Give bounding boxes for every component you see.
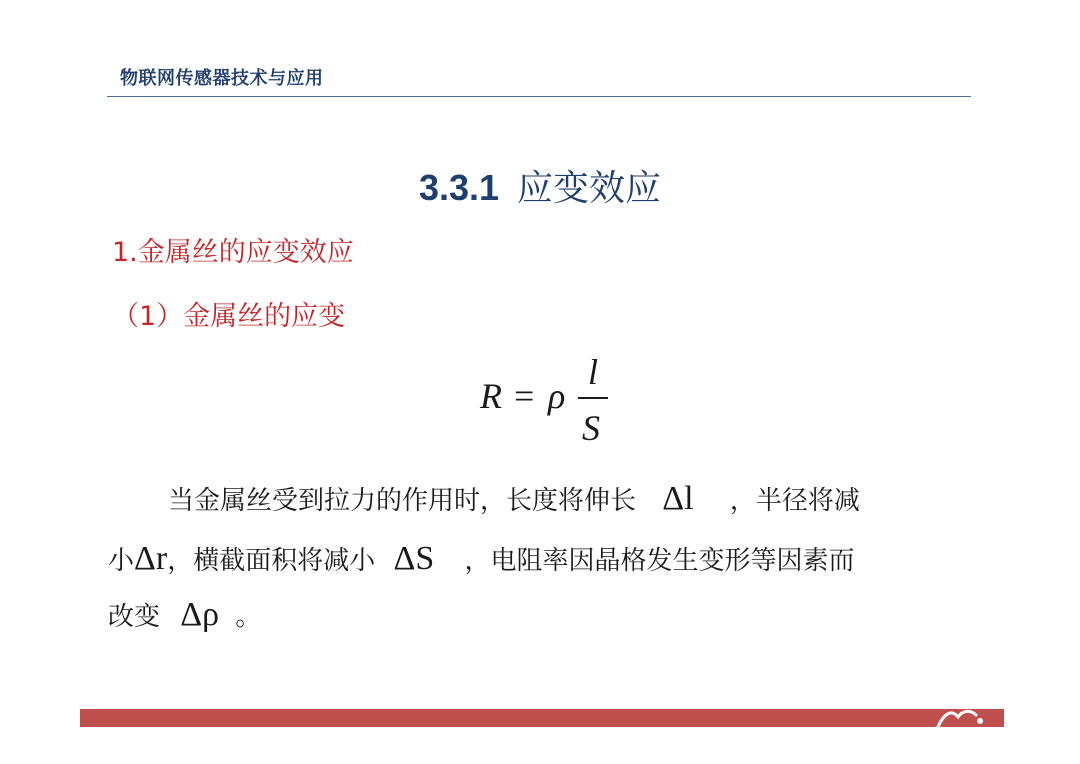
header-divider <box>107 96 971 97</box>
line1-text: 当金属丝受到拉力的作用时，长度将伸长 <box>168 486 637 516</box>
line2-mid: ，横截面积将减小 <box>167 546 376 576</box>
delta-l: Δl <box>662 480 694 517</box>
resistance-formula <box>478 352 628 452</box>
delta-rho: Δρ <box>180 596 220 633</box>
line1-tail: ，半径将减 <box>729 486 860 516</box>
line2-tail: ，电阻率因晶格发生变形等因素而 <box>464 546 855 576</box>
formula-equals: = <box>514 376 535 416</box>
delta-s: ΔS <box>393 540 435 577</box>
line2-head: 小 <box>108 546 135 576</box>
paragraph-line-1 <box>168 480 860 517</box>
formula-numerator: l <box>588 352 599 392</box>
section-heading: 1.金属丝的应变效应 <box>112 237 354 268</box>
line3-tail: 。 <box>235 602 262 632</box>
course-title: 物联网传感器技术与应用 <box>120 68 324 89</box>
slide-title <box>0 160 1080 211</box>
section-title: 应变效应 <box>517 168 662 209</box>
sub-heading: （1）金属丝的应变 <box>112 301 346 332</box>
section-number: 3.3.1 <box>418 167 500 208</box>
paragraph-line-3 <box>108 596 261 633</box>
formula-lhs: R <box>480 376 502 416</box>
line3-head: 改变 <box>108 602 161 632</box>
delta-r: Δr <box>134 540 168 577</box>
formula-denominator: S <box>582 408 600 448</box>
formula-rho: ρ <box>548 376 566 416</box>
watermark-icon <box>930 703 990 733</box>
paragraph-line-2 <box>108 540 855 577</box>
footer-bar <box>80 709 1004 727</box>
